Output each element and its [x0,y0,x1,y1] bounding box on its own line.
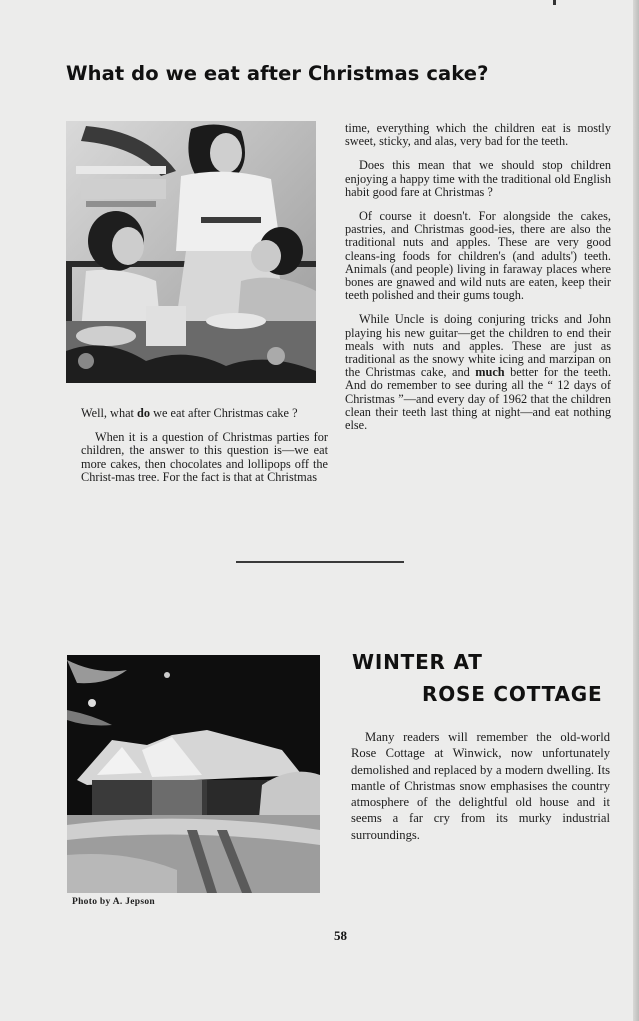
cottage-photo [67,655,320,893]
article-left-column [81,407,328,495]
section-divider [236,561,404,563]
text-run: While Uncle is doing conjuring tricks and John playing his new guitar—get the children to end their meals with nuts and apples. These are just as traditional as the snowy white icing and marzipan on the Christmas cake, and [345,312,611,380]
page-number: 58 [334,928,347,943]
print-speck [553,0,556,5]
article-headline: What do we eat after Christmas cake? [66,62,489,85]
paragraph: When it is a question of Christmas parties for children, the answer to this question is—we eat more cakes, then chocolates and lollipops off the Christ-mas tree. For the fact is that at Christmas [81,430,328,484]
cottage-headline-line2: ROSE COTTAGE [422,682,603,706]
paragraph: Does this mean that we should stop children enjoying a happy time with the traditional old English habit good fare at Christmas ? [345,158,611,199]
paragraph: Of course it doesn't. For alongside the cakes, pastries, and Christmas good-ies, there are also the traditional nuts and apples. These are very good cleans-ing foods for children's (and adults') teeth. Animals (and people) living in faraway places where bones are gnawed and wild nuts are eaten, keep their teeth polished and their gums tough. [345,209,611,303]
cottage-article-body [351,729,610,854]
party-photo-image [66,121,316,383]
paragraph: time, everything which the children eat is mostly sweet, sticky, and alas, very bad for the teeth. [345,121,611,149]
text-run: better for the teeth. And do remember to see during all the “ 12 days of Christmas ”—and every day of 1962 that the children clean their teeth last thing at night—and eat nothing else. [345,365,611,433]
text-run: Well, what [81,406,138,420]
emphasis-text: do [137,406,151,420]
article-right-column [345,122,611,443]
emphasis-text: much [475,365,505,380]
page-edge-shadow [633,0,639,1021]
paragraph [81,407,328,420]
cottage-headline-line1: WINTER AT [352,650,483,674]
text-run: we eat after Christmas cake ? [150,406,298,420]
photo-credit: Photo by A. Jepson [72,897,156,907]
paragraph [345,313,611,432]
paragraph: Many readers will remember the old-world Rose Cottage at Winwick, now unfortunately demolished and replaced by a modern dwelling. Its mantle of Christmas snow emphasises the country atmosphere of the delightful old house and it seems a far cry from its murky industrial surroundings. [351,730,610,842]
cottage-photo-image [67,655,320,893]
party-photo [66,121,316,383]
